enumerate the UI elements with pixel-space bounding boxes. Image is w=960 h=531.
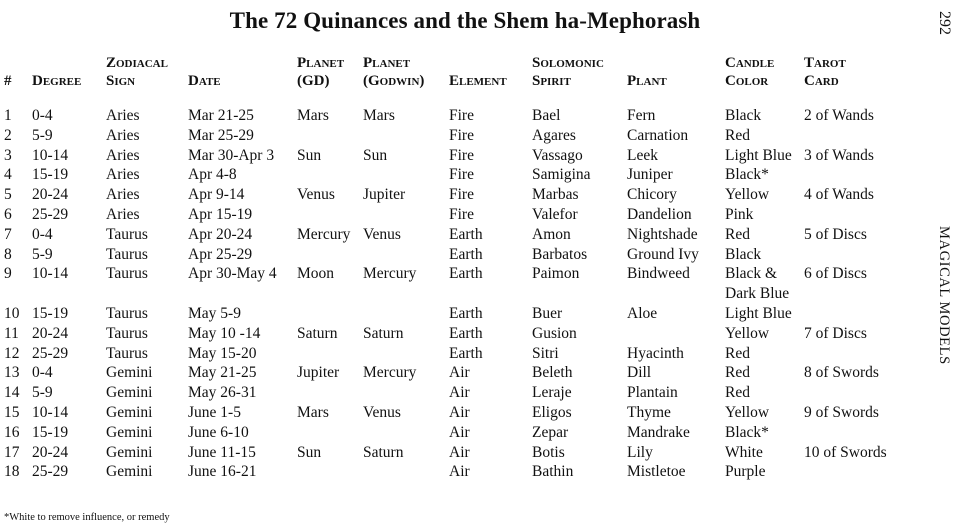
col-header-solomonic-spirit: Solomonic Spirit <box>532 55 604 89</box>
cell-solomonic-spirit: Buer <box>532 304 563 322</box>
col-header-zodiacal-sign: Zodiacal Sign <box>106 55 168 89</box>
cell-plant: Aloe <box>627 304 658 322</box>
cell-planet-godwin <box>363 165 449 185</box>
cell-plant <box>627 324 725 344</box>
page-title: The 72 Quinances and the Shem ha-Mephorash <box>229 8 701 33</box>
cell-date: Mar 30-Apr 3 <box>188 146 275 164</box>
cell-date <box>188 284 297 304</box>
header-row <box>4 50 910 90</box>
cell-solomonic-spirit: Amon <box>532 225 571 243</box>
cell-zodiacal-sign: Taurus <box>106 245 148 263</box>
cell-zodiacal-sign: Gemini <box>106 443 153 461</box>
cell-element: Earth <box>449 245 483 263</box>
cell-solomonic-spirit: Leraje <box>532 384 572 402</box>
cell-degree: 20-24 <box>32 443 69 461</box>
cell-date: June 1-5 <box>188 403 241 421</box>
cell-plant: Juniper <box>627 166 673 184</box>
cell-tarot-card: 9 of Swords <box>804 403 879 421</box>
cell-date: June 16-21 <box>188 463 257 481</box>
cell-planet-gd: Mars <box>297 403 329 421</box>
cell-planet-godwin: Saturn <box>363 443 404 461</box>
cell-date: May 10 -14 <box>188 324 261 342</box>
table-row <box>4 304 910 324</box>
cell-zodiacal-sign: Gemini <box>106 403 153 421</box>
cell-candle-color: Red <box>725 126 750 144</box>
cell-planet-gd <box>297 462 363 482</box>
cell-number: 5 <box>4 186 12 204</box>
cell-zodiacal-sign: Taurus <box>106 225 148 243</box>
col-header-candle-color: Candle Color <box>725 55 775 89</box>
cell-element: Fire <box>449 126 474 144</box>
cell-degree: 10-14 <box>32 146 69 164</box>
side-section-label: MAGICAL MODELS <box>936 226 952 365</box>
cell-planet-godwin <box>363 423 449 443</box>
cell-element: Fire <box>449 186 474 204</box>
cell-number: 2 <box>4 126 12 144</box>
cell-date: May 21-25 <box>188 364 257 382</box>
table-row <box>4 126 910 146</box>
cell-planet-godwin: Sun <box>363 146 388 164</box>
cell-solomonic-spirit <box>532 284 627 304</box>
cell-date: May 15-20 <box>188 344 257 362</box>
table-row <box>4 106 910 126</box>
cell-planet-godwin <box>363 383 449 403</box>
cell-element: Air <box>449 463 470 481</box>
cell-planet-godwin: Venus <box>363 225 401 243</box>
cell-tarot-card: 2 of Wands <box>804 107 874 124</box>
cell-element: Earth <box>449 304 483 322</box>
cell-degree: 15-19 <box>32 166 69 184</box>
cell-element: Earth <box>449 225 483 243</box>
cell-planet-gd <box>297 344 363 364</box>
cell-degree: 20-24 <box>32 324 69 342</box>
cell-plant: Chicory <box>627 186 677 204</box>
cell-planet-gd <box>297 126 363 146</box>
cell-element: Fire <box>449 107 474 124</box>
cell-solomonic-spirit: Agares <box>532 126 576 144</box>
cell-element: Fire <box>449 166 474 184</box>
cell-tarot-card <box>804 304 910 324</box>
cell-number: 10 <box>4 304 20 322</box>
cell-candle-color: Purple <box>725 463 766 481</box>
cell-solomonic-spirit: Beleth <box>532 364 573 382</box>
cell-element: Fire <box>449 205 474 223</box>
cell-candle-color: Black* <box>725 423 769 441</box>
cell-degree: 10-14 <box>32 403 69 421</box>
cell-tarot-card <box>804 126 910 146</box>
cell-tarot-card: 6 of Discs <box>804 265 867 283</box>
cell-planet-godwin: Mars <box>363 107 395 124</box>
cell-tarot-card <box>804 284 910 304</box>
cell-plant: Carnation <box>627 126 689 144</box>
cell-planet-gd <box>297 205 363 225</box>
cell-solomonic-spirit: Samigina <box>532 166 591 184</box>
cell-planet-godwin: Saturn <box>363 324 404 342</box>
cell-planet-gd: Jupiter <box>297 364 340 382</box>
cell-candle-color: Yellow <box>725 324 770 342</box>
cell-planet-godwin: Jupiter <box>363 186 406 204</box>
cell-candle-color: Yellow <box>725 186 770 204</box>
cell-element: Earth <box>449 344 483 362</box>
table-row <box>4 344 910 364</box>
cell-tarot-card: 10 of Swords <box>804 443 887 461</box>
cell-tarot-card: 3 of Wands <box>804 146 874 164</box>
cell-plant: Plantain <box>627 384 678 402</box>
cell-number: 7 <box>4 225 12 243</box>
cell-candle-color: Pink <box>725 205 754 223</box>
cell-number: 4 <box>4 166 12 184</box>
cell-solomonic-spirit: Valefor <box>532 205 578 223</box>
cell-date: June 11-15 <box>188 443 256 461</box>
table-row <box>4 383 910 403</box>
cell-element <box>449 284 532 304</box>
cell-planet-godwin <box>363 304 449 324</box>
cell-candle-color: Yellow <box>725 403 770 421</box>
cell-solomonic-spirit: Bathin <box>532 463 574 481</box>
cell-zodiacal-sign <box>106 284 188 304</box>
cell-date: Apr 15-19 <box>188 205 253 223</box>
page-number: 292 <box>936 11 953 35</box>
cell-tarot-card <box>804 423 910 443</box>
cell-degree: 5-9 <box>32 126 53 144</box>
cell-planet-gd: Sun <box>297 443 322 461</box>
cell-zodiacal-sign: Gemini <box>106 384 153 402</box>
cell-degree: 0-4 <box>32 225 53 243</box>
cell-tarot-card: 7 of Discs <box>804 324 867 342</box>
cell-planet-gd: Sun <box>297 146 322 164</box>
cell-solomonic-spirit: Marbas <box>532 186 579 204</box>
footnote: *White to remove influence, or remedy <box>4 512 170 523</box>
table-row <box>4 165 910 185</box>
cell-planet-gd <box>297 284 363 304</box>
cell-planet-gd: Moon <box>297 265 335 283</box>
cell-candle-color: Light Blue <box>725 146 792 164</box>
cell-degree: 25-29 <box>32 463 69 481</box>
table-row <box>4 462 910 482</box>
table-header <box>4 50 910 106</box>
cell-plant: Mistletoe <box>627 463 686 481</box>
cell-date: Mar 21-25 <box>188 107 254 124</box>
cell-tarot-card: 8 of Swords <box>804 364 879 382</box>
cell-degree <box>32 284 106 304</box>
cell-number: 8 <box>4 245 12 263</box>
cell-solomonic-spirit: Gusion <box>532 324 577 342</box>
cell-tarot-card <box>804 344 910 364</box>
cell-planet-gd <box>297 383 363 403</box>
cell-number: 12 <box>4 344 20 362</box>
cell-degree: 15-19 <box>32 423 69 441</box>
cell-element: Air <box>449 443 470 461</box>
cell-candle-color: Black* <box>725 166 769 184</box>
cell-plant: Leek <box>627 146 658 164</box>
cell-number <box>4 284 32 304</box>
cell-degree: 10-14 <box>32 265 69 283</box>
col-header-date: Date <box>188 73 221 89</box>
cell-element: Air <box>449 384 470 402</box>
cell-number: 1 <box>4 107 12 124</box>
cell-planet-godwin: Venus <box>363 403 401 421</box>
cell-tarot-card <box>804 383 910 403</box>
cell-planet-godwin <box>363 126 449 146</box>
table-row <box>4 264 910 284</box>
cell-tarot-card <box>804 165 910 185</box>
cell-candle-color: Red <box>725 344 750 362</box>
cell-planet-gd: Saturn <box>297 324 338 342</box>
cell-planet-godwin <box>363 245 449 265</box>
cell-tarot-card <box>804 205 910 225</box>
cell-degree: 0-4 <box>32 364 53 382</box>
cell-zodiacal-sign: Taurus <box>106 324 148 342</box>
cell-solomonic-spirit: Barbatos <box>532 245 588 263</box>
cell-candle-color: Light Blue <box>725 304 792 322</box>
cell-plant <box>627 284 725 304</box>
cell-number: 17 <box>4 443 20 461</box>
cell-degree: 5-9 <box>32 245 53 263</box>
cell-degree: 0-4 <box>32 107 53 124</box>
cell-element: Fire <box>449 146 474 164</box>
col-header-plant: Plant <box>627 73 667 89</box>
cell-element: Air <box>449 364 470 382</box>
cell-solomonic-spirit: Botis <box>532 443 565 461</box>
cell-zodiacal-sign: Aries <box>106 205 140 223</box>
cell-tarot-card: 4 of Wands <box>804 186 874 204</box>
cell-planet-godwin <box>363 284 449 304</box>
cell-solomonic-spirit: Bael <box>532 107 561 124</box>
cell-date: June 6-10 <box>188 423 249 441</box>
cell-plant: Dandelion <box>627 205 692 223</box>
table-row <box>4 284 910 304</box>
cell-candle-color: Red <box>725 364 750 382</box>
cell-number: 11 <box>4 324 19 342</box>
cell-planet-gd <box>297 165 363 185</box>
cell-planet-gd <box>297 423 363 443</box>
cell-planet-godwin: Mercury <box>363 364 417 382</box>
cell-date: Apr 4-8 <box>188 166 237 184</box>
cell-zodiacal-sign: Gemini <box>106 364 153 382</box>
cell-number: 16 <box>4 423 20 441</box>
cell-candle-color: Black & <box>725 265 778 283</box>
cell-date: Apr 30-May 4 <box>188 265 277 283</box>
cell-plant: Fern <box>627 107 656 124</box>
table-row <box>4 324 910 344</box>
col-header-planet-godwin: Planet (Godwin) <box>363 55 425 89</box>
col-header-planet-gd: Planet (GD) <box>297 55 345 89</box>
cell-plant: Thyme <box>627 403 671 421</box>
cell-planet-gd <box>297 245 363 265</box>
cell-zodiacal-sign: Gemini <box>106 423 153 441</box>
table-row <box>4 245 910 265</box>
cell-zodiacal-sign: Taurus <box>106 304 148 322</box>
cell-degree: 15-19 <box>32 304 69 322</box>
cell-degree: 25-29 <box>32 205 69 223</box>
cell-zodiacal-sign: Aries <box>106 146 140 164</box>
cell-plant: Mandrake <box>627 423 690 441</box>
cell-planet-godwin: Mercury <box>363 265 417 283</box>
cell-planet-godwin <box>363 205 449 225</box>
cell-number: 9 <box>4 265 12 283</box>
cell-planet-gd <box>297 304 363 324</box>
cell-plant: Hyacinth <box>627 344 684 362</box>
cell-date: Mar 25-29 <box>188 126 254 144</box>
cell-candle-color: Black <box>725 245 762 263</box>
cell-candle-color: Dark Blue <box>725 285 790 303</box>
cell-number: 3 <box>4 146 12 164</box>
cell-planet-gd: Mercury <box>297 225 351 243</box>
cell-number: 14 <box>4 384 20 402</box>
cell-zodiacal-sign: Aries <box>106 186 140 204</box>
cell-solomonic-spirit: Paimon <box>532 265 580 283</box>
cell-number: 18 <box>4 463 20 481</box>
cell-candle-color: Red <box>725 384 750 402</box>
cell-tarot-card <box>804 245 910 265</box>
cell-degree: 20-24 <box>32 186 69 204</box>
table-row <box>4 443 910 463</box>
cell-zodiacal-sign: Taurus <box>106 344 148 362</box>
cell-tarot-card: 5 of Discs <box>804 225 867 243</box>
col-header-element: Element <box>449 73 507 89</box>
table-row <box>4 403 910 423</box>
cell-candle-color: Red <box>725 225 750 243</box>
cell-candle-color: White <box>725 443 763 461</box>
table-row <box>4 225 910 245</box>
cell-solomonic-spirit: Vassago <box>532 146 583 164</box>
cell-zodiacal-sign: Aries <box>106 107 140 124</box>
cell-planet-gd: Mars <box>297 107 329 124</box>
cell-tarot-card <box>804 462 910 482</box>
cell-plant: Dill <box>627 364 652 382</box>
cell-zodiacal-sign: Gemini <box>106 463 153 481</box>
table-row <box>4 146 910 166</box>
table-row <box>4 205 910 225</box>
col-header-degree: Degree <box>32 73 82 89</box>
cell-date: Apr 9-14 <box>188 186 245 204</box>
cell-solomonic-spirit: Zepar <box>532 423 569 441</box>
header-spacer <box>4 90 910 106</box>
table-row <box>4 185 910 205</box>
cell-date: May 5-9 <box>188 304 241 322</box>
cell-plant: Bindweed <box>627 265 690 283</box>
cell-number: 13 <box>4 364 20 382</box>
cell-date: Apr 25-29 <box>188 245 253 263</box>
cell-zodiacal-sign: Aries <box>106 166 140 184</box>
cell-zodiacal-sign: Aries <box>106 126 140 144</box>
cell-number: 6 <box>4 205 12 223</box>
cell-planet-gd: Venus <box>297 186 335 204</box>
cell-candle-color: Black <box>725 107 762 124</box>
quinances-table <box>4 50 910 482</box>
col-header-tarot-card: Tarot Card <box>804 55 846 89</box>
cell-number: 15 <box>4 403 20 421</box>
cell-planet-godwin <box>363 344 449 364</box>
cell-plant: Nightshade <box>627 225 698 243</box>
cell-element: Air <box>449 403 470 421</box>
cell-date: Apr 20-24 <box>188 225 253 243</box>
cell-zodiacal-sign: Taurus <box>106 265 148 283</box>
cell-plant: Lily <box>627 443 653 461</box>
table-row <box>4 363 910 383</box>
cell-element: Air <box>449 423 470 441</box>
cell-degree: 25-29 <box>32 344 69 362</box>
cell-element: Earth <box>449 265 483 283</box>
table-body <box>4 106 910 482</box>
col-header-number: # <box>4 73 12 89</box>
cell-solomonic-spirit: Eligos <box>532 403 572 421</box>
cell-solomonic-spirit: Sitri <box>532 344 559 362</box>
cell-plant: Ground Ivy <box>627 245 699 263</box>
cell-element: Earth <box>449 324 483 342</box>
cell-date: May 26-31 <box>188 384 257 402</box>
cell-planet-godwin <box>363 462 449 482</box>
cell-degree: 5-9 <box>32 384 53 402</box>
table-row <box>4 423 910 443</box>
